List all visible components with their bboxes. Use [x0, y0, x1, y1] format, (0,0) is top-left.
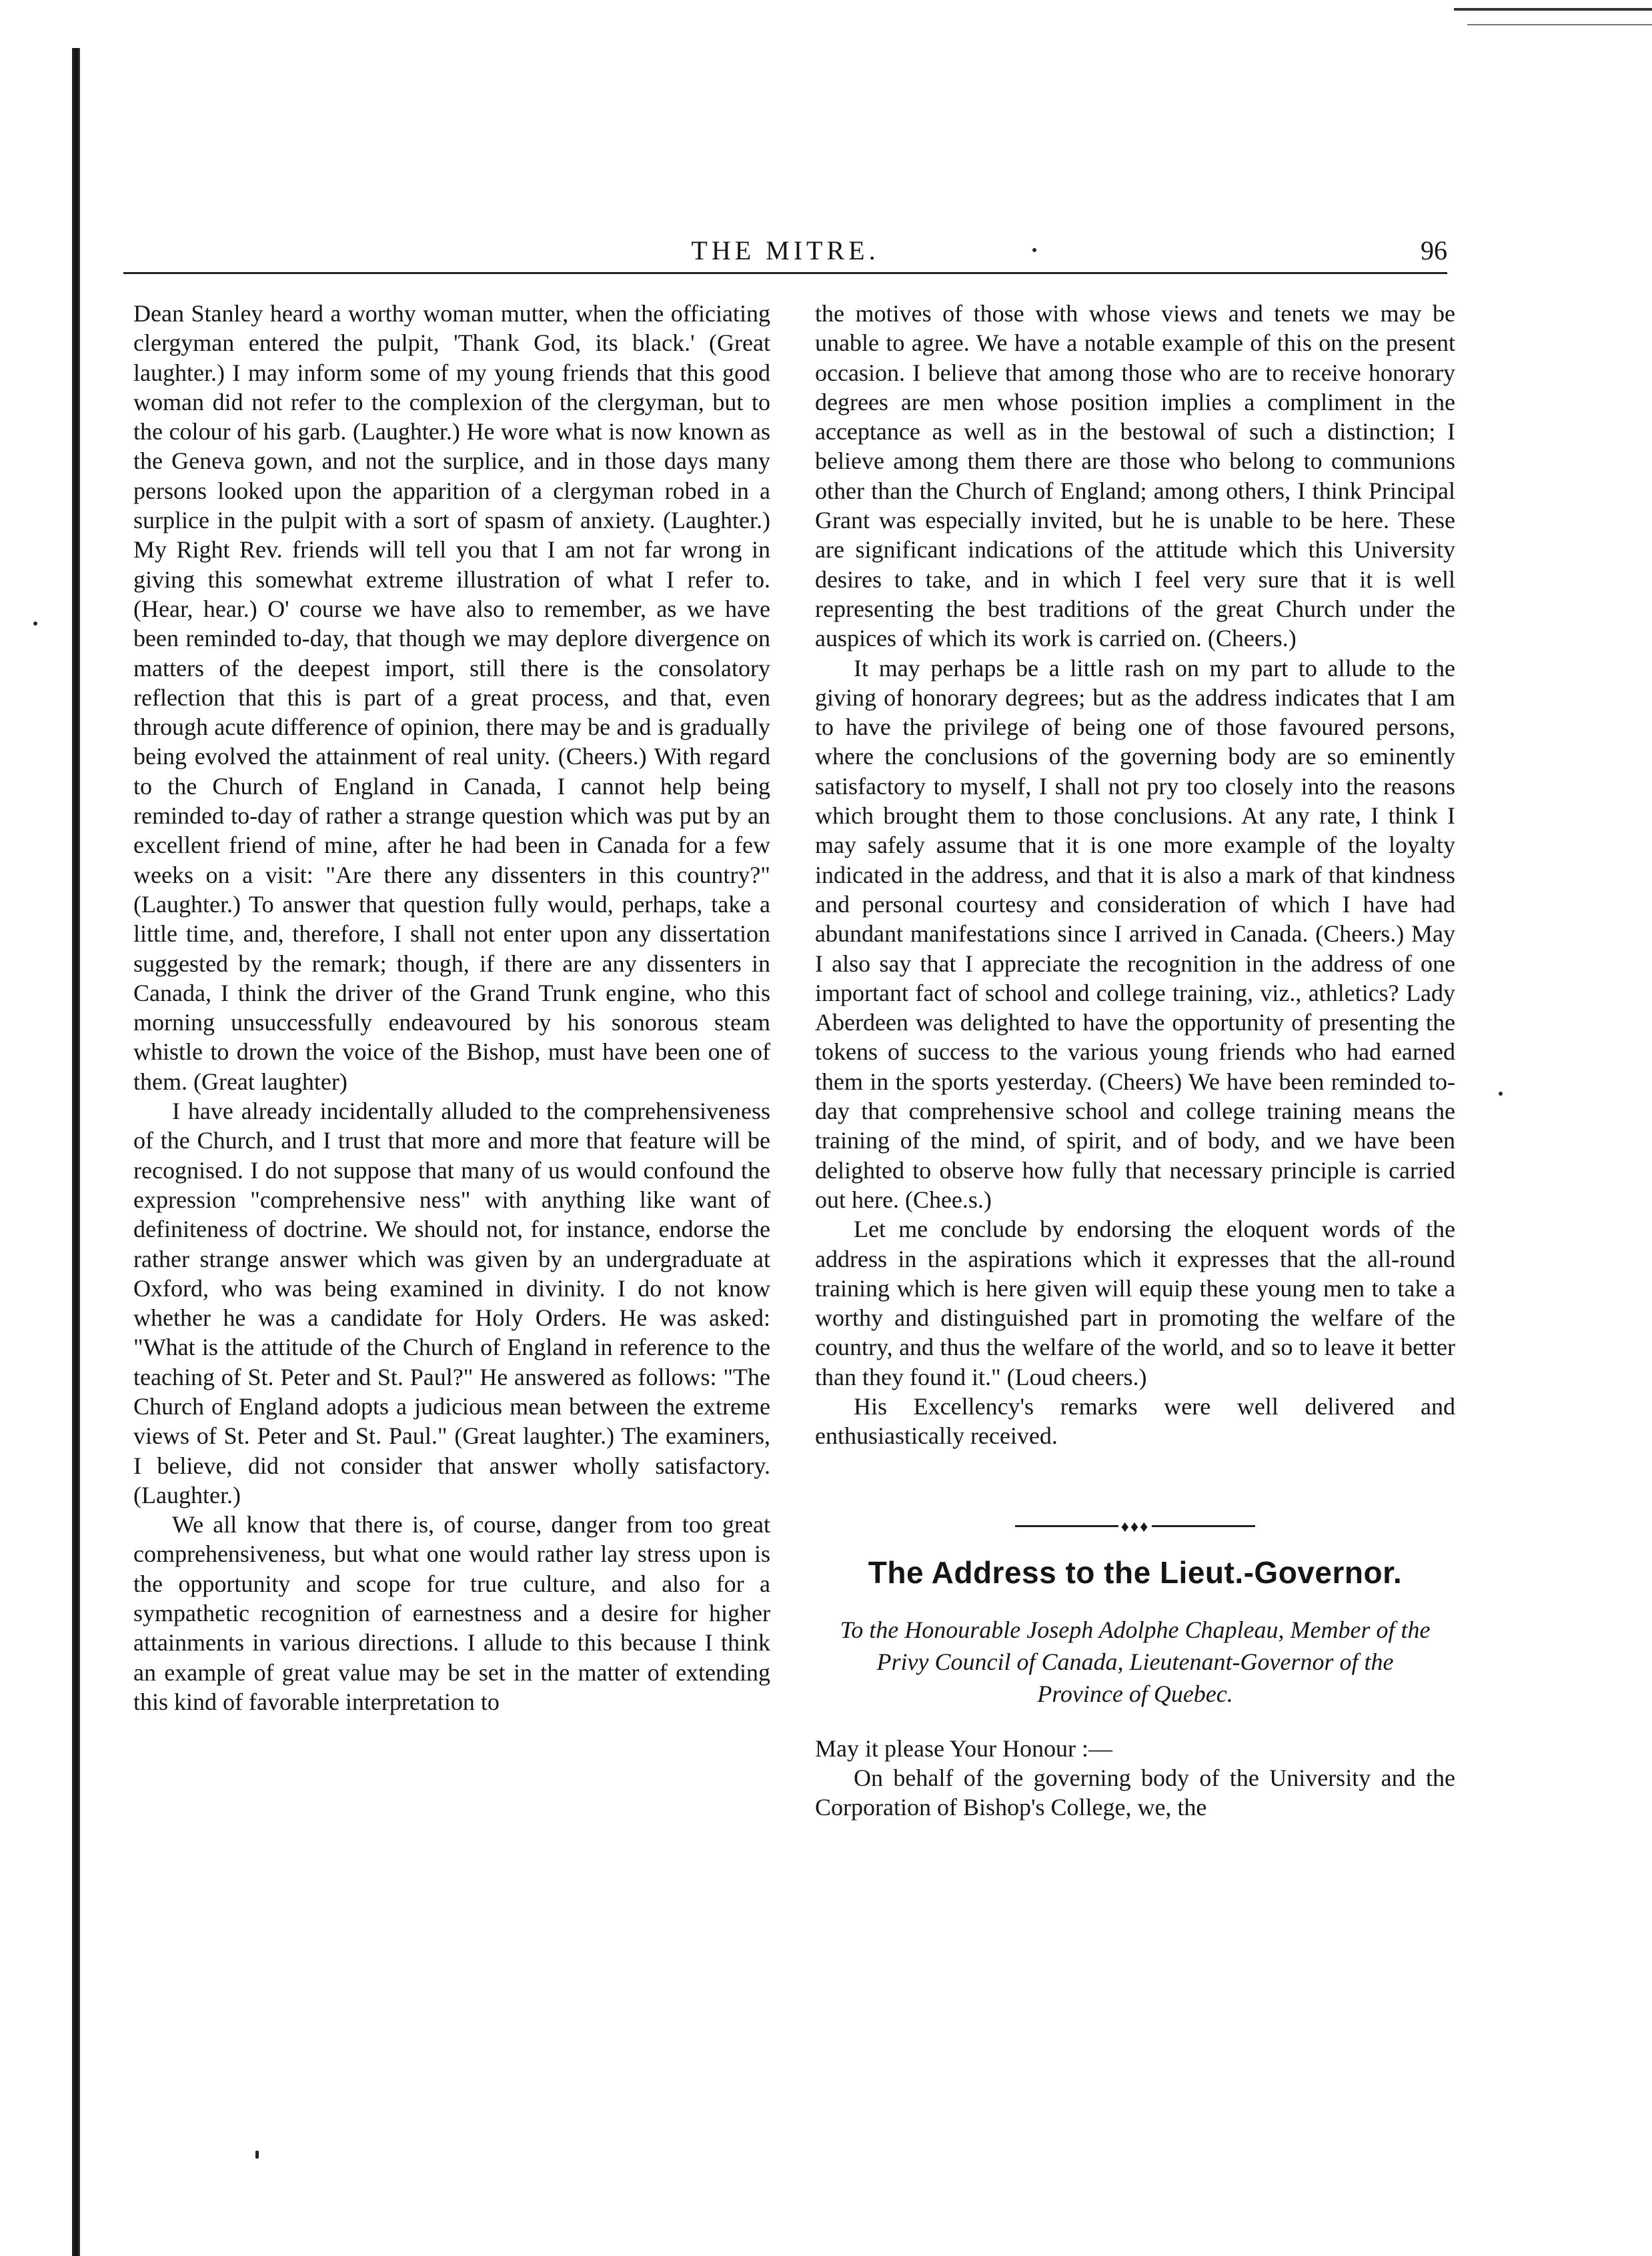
print-speck [1499, 1092, 1503, 1096]
journal-title: THE MITRE. [691, 235, 880, 265]
paragraph: On behalf of the governing body of the University and the Corporation of Bishop's College, we, the [815, 1765, 1455, 1821]
salutation: May it please Your Honour :— [815, 1735, 1112, 1762]
paragraph: Let me conclude by endorsing the eloquent words of the address in the aspirations which it expresses that the all-round training which is here given will equip these young men to take a worthy and distinguished part in promoting the welfare of the country, and thus the welfare of the world, and so to leave it better than they found it." (Loud cheers.) [815, 1216, 1455, 1390]
paragraph: His Excellency's remarks were well delivered and enthusiastically received. [815, 1392, 1455, 1450]
divider-ornament: ♦♦♦ [1118, 1518, 1152, 1536]
section-heading: The Address to the Lieut.-Governor. [868, 1554, 1403, 1590]
address-dedication: To the Honourable Joseph Adolphe Chapleau, Member of the Privy Council of Canada, Lieutenant-Governor of the Province of Quebec. [840, 1616, 1431, 1707]
right-column [815, 299, 1455, 1823]
paragraph: I have already incidentally alluded to the comprehensiveness of the Church, and I trust that more and more that feature will be recognised. I do not suppose that many of us would confound the expression "comprehensive ness" with anything like want of definiteness of doctrine. We should not, for instance, endorse the rather strange answer which was given by an undergraduate at Oxford, who was being examined in divinity. I do not know whether he was a candidate for Holy Orders. He was asked: "What is the attitude of the Church of England in reference to the teaching of St. Peter and St. Paul?" He answered as follows: "The Church of England adopts a judicious mean between the extreme views of St. Peter and St. Paul." (Great laughter.) The examiners, I believe, did not consider that answer wholly satisfactory. (Laughter.) [133, 1098, 770, 1508]
print-speck [33, 622, 37, 626]
section-divider [815, 1508, 1455, 1543]
paragraph: It may perhaps be a little rash on my part to allude to the giving of honorary degrees; but as the address indicates that I am to have the privilege of being one of those favoured persons, where the conclusions of the governing body are so eminently satisfactory to myself, I shall not pry too closely into the reasons which brought them to those conclusions. At any rate, I think I may safely assume that it is one more example of the loyalty indicated in the address, and that it is also a mark of that kindness and personal courtesy and consideration of which I have had abundant manifestations since I arrived in Canada. (Cheers.) May I also say that I appreciate the recognition in the address of one important fact of school and college training, viz., athletics? Lady Aberdeen was delighted to have the opportunity of presenting the tokens of success to the various young friends who had earned them in the sports yesterday. (Cheers) We have been reminded to-day that comprehensive school and college training means the training of the mind, of spirit, and of body, and we have been delighted to observe how fully that necessary principle is carried out here. (Chee.s.) [815, 654, 1455, 1213]
page-binding-edge [72, 48, 80, 2256]
top-corner-rule-thin [1467, 24, 1652, 25]
top-corner-rule [1454, 8, 1652, 11]
left-column [133, 299, 770, 1717]
paragraph: Dean Stanley heard a worthy woman mutter, when the officiating clergyman entered the pulpit, 'Thank God, its black.' (Great laughter.) I may inform some of my young friends that this good woman did not refer to the complexion of the clergyman, but to the colour of his garb. (Laughter.) He wore what is now known as the Geneva gown, and not the surplice, and in those days many persons looked upon the apparition of a clergyman robed in a surplice in the pulpit with a sort of spasm of anxiety. (Laughter.) My Right Rev. friends will tell you that I am not far wrong in giving this somewhat extreme illustration of what I refer to. (Hear, hear.) O' course we have also to remember, as we have been reminded to-day, that though we may deplore divergence on matters of the deepest import, still there is the consolatory reflection that this is part of a great process, and that, even through acute difference of opinion, there may be and is gradually being evolved the attainment of real unity. (Cheers.) With regard to the Church of England in Canada, I cannot help being reminded to-day of rather a strange question which was put by an excellent friend of mine, after he had been in Canada for a few weeks on a visit: "Are there any dissenters in this country?" (Laughter.) To answer that question fully would, perhaps, take a little time, and, therefore, I shall not enter upon any dissertation suggested by the remark; though, if there are any dissenters in Canada, I think the driver of the Grand Trunk engine, who this morning unsuccessfully endeavoured by his sonorous steam whistle to drown the voice of the Bishop, must have been one of them. (Great laughter) [133, 300, 770, 1095]
paragraph: the motives of those with whose views and tenets we may be unable to agree. We have a notable example of this on the present occasion. I believe that among those who are to receive honorary degrees are men whose position implies a compliment in the acceptance as well as in the bestowal of such a distinction; I believe among them there are those who belong to communions other than the Church of England; among others, I think Principal Grant was especially invited, but he is unable to be here. These are significant indications of the attitude which this University desires to take, and in which I feel very sure that it is well representing the best traditions of the great Church under the auspices of which its work is carried on. (Cheers.) [815, 300, 1455, 652]
print-speck [255, 2151, 259, 2159]
page-number: 96 [1421, 235, 1447, 265]
paragraph: We all know that there is, of course, danger from too great comprehensiveness, but what one would rather lay stress upon is the opportunity and scope for true culture, and also for a sympathetic recognition of earnestness and a desire for higher attainments in various directions. I allude to this because I think an example of great value may be set in the matter of extending this kind of favorable interpretation to [133, 1511, 770, 1715]
running-header [123, 232, 1447, 274]
